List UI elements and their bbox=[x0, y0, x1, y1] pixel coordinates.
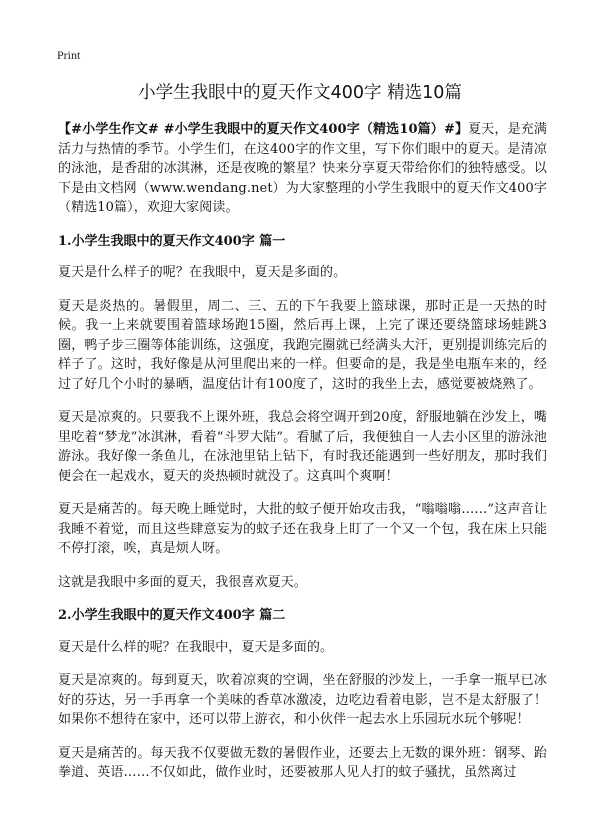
page-title: 小学生我眼中的夏天作文400字 精选10篇 bbox=[138, 83, 462, 103]
section-1-paragraph: 夏天是什么样子的呢？在我眼中，夏天是多面的。 bbox=[58, 265, 347, 280]
print-link[interactable]: Print bbox=[57, 48, 81, 62]
section-2-paragraph: 夏天是凉爽的。每到夏天，吹着凉爽的空调，坐在舒服的沙发上，一手拿一瓶早已冰好的芬达，另一手再拿一个美味的香草冰激凌，边吃边看着电影，岂不是太舒服了！如果你不想待在家中，还可以带上游衣，和小伙伴一起去水上乐园玩水玩个够呢！ bbox=[58, 673, 547, 727]
section-1-paragraph: 夏天是痛苦的。每天晚上睡觉时，大批的蚊子便开始攻击我，“嗡嗡嗡……”这声音让我睡不着觉，而且这些肆意妄为的蚊子还在我身上盯了一个又一个包，我在床上只能不停打滚，唉，真是烦人呀。 bbox=[58, 502, 547, 556]
intro-text: 夏天，是充满活力与热情的季节。小学生们，在这400字的作文里，写下你们眼中的夏天。是清凉的泳池，是香甜的冰淇淋，还是夜晚的繁星？快来分享夏天带给你们的独特感受。以下是由文档网（www.wendang.net）为大家整理的小学生我眼中的夏天作文400字（精选10篇），欢迎大家阅读。 bbox=[58, 122, 547, 215]
section-heading: 2.小学生我眼中的夏天作文400字 篇二 bbox=[58, 608, 286, 623]
article-body bbox=[58, 120, 547, 783]
section-heading: 1.小学生我眼中的夏天作文400字 篇一 bbox=[58, 233, 286, 249]
section-2-paragraph: 夏天是痛苦的。每天我不仅要做无数的暑假作业，还要去上无数的课外班：钢琴、跆拳道、英语……不仅如此，做作业时，还要被那人见人打的蚊子骚扰，虽然离过 bbox=[58, 745, 547, 780]
section-1-paragraph: 夏天是凉爽的。只要我不上课外班，我总会将空调开到20度，舒服地躺在沙发上，嘴里吃着“梦龙”冰淇淋，看着“斗罗大陆”。看腻了后，我便独自一人去小区里的游泳池游泳。我好像一条鱼儿，在泳池里钻上钻下，有时我还能遇到一些好朋友，那时我们便会在一起戏水，夏天的炎热顿时就没了。这真叫个爽啊！ bbox=[58, 410, 547, 484]
section-1-paragraph: 夏天是炎热的。暑假里，周二、三、五的下午我要上篮球课，那时正是一天热的时候。我一上来就要围着篮球场跑15圈，然后再上课，上完了课还要绕篮球场蛙跳3圈，鸭子步三圈等体能训练，这强度，我跑完圈就已经满头大汗，更别提训练完后的样子了。这时，我好像是从河里爬出来的一样。但要命的是，我是坐电瓶车来的，经过了好几个小时的暴晒，温度估计有100度了，这时的我坐上去，感觉要被烧熟了。 bbox=[58, 298, 547, 392]
section-1-paragraph: 这就是我眼中多面的夏天，我很喜欢夏天。 bbox=[58, 574, 307, 590]
intro-lead: 【#小学生作文# #小学生我眼中的夏天作文400字（精选10篇）#】 bbox=[58, 122, 469, 137]
section-2-paragraph: 夏天是什么样的呢？在我眼中，夏天是多面的。 bbox=[58, 639, 334, 655]
intro-paragraph bbox=[58, 120, 547, 218]
